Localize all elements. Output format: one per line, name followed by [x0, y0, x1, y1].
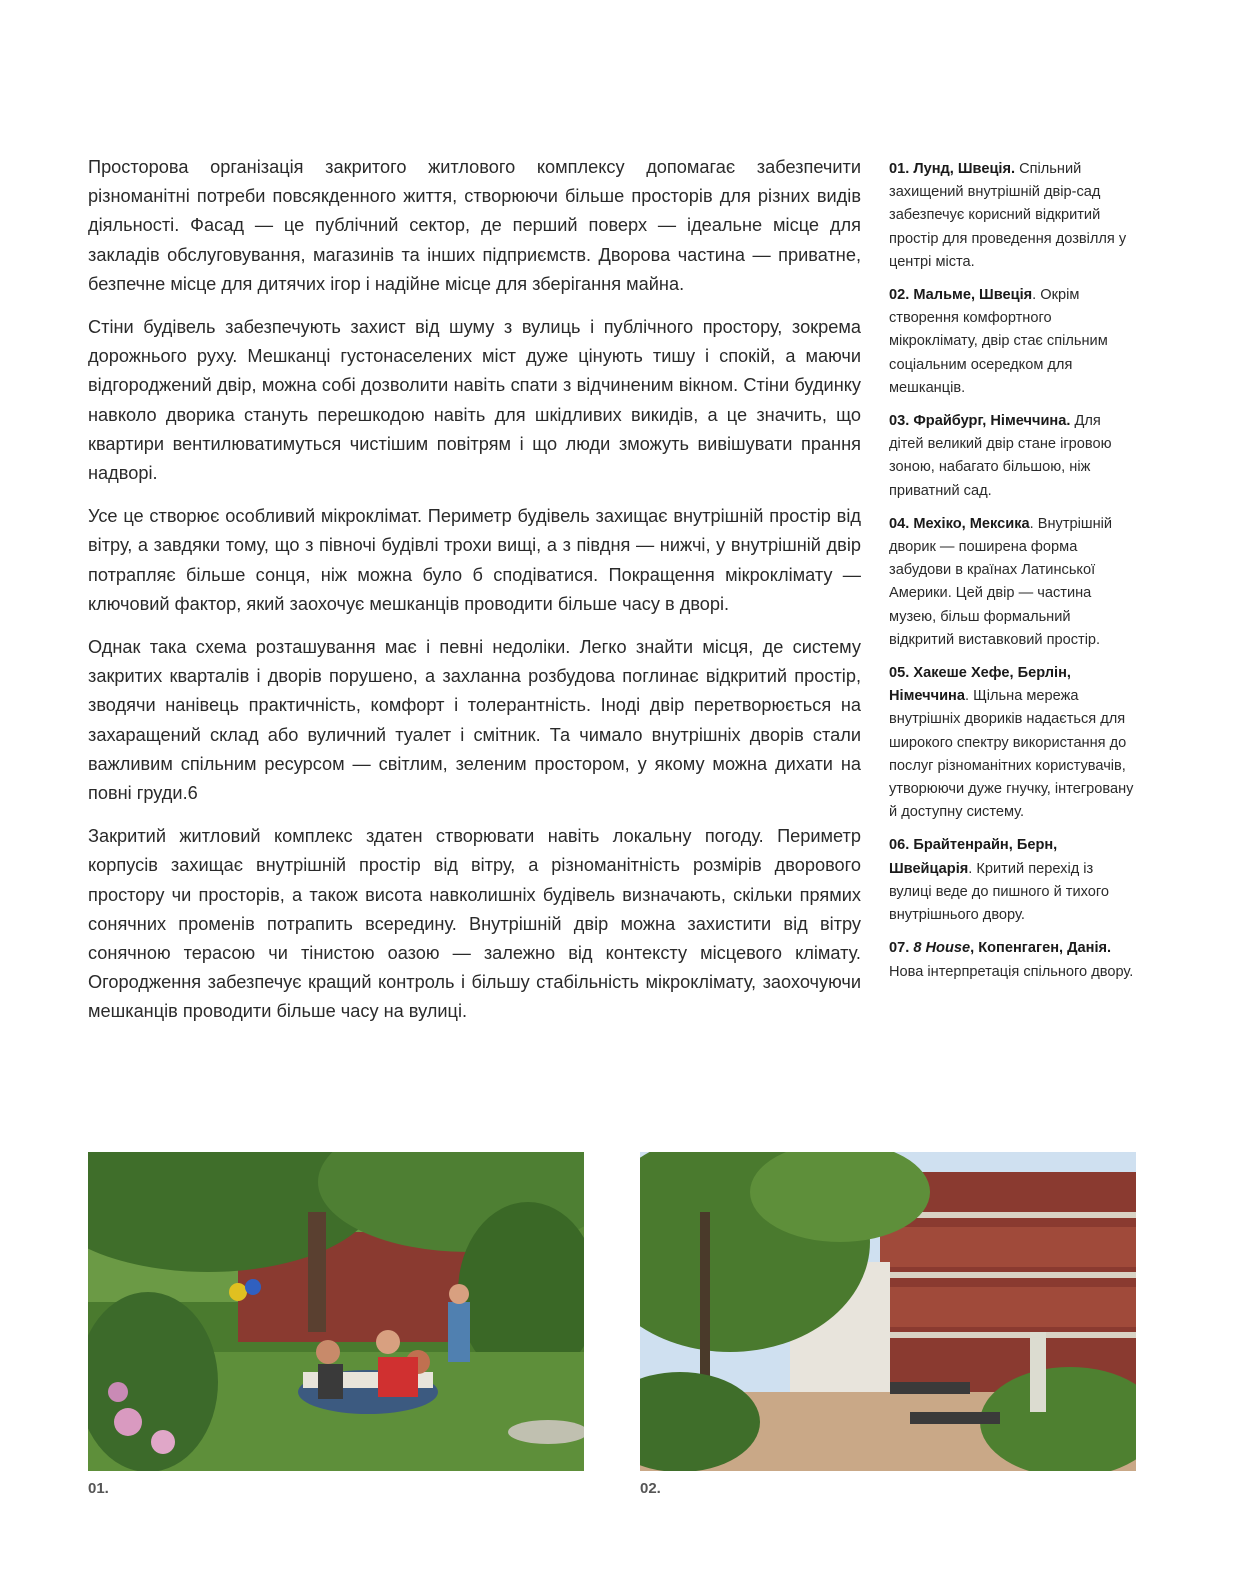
main-article [88, 153, 861, 1041]
note-title: 03. Фрайбург, Німеччина. [889, 413, 1071, 430]
note-title-rest: , Копенгаген, Данія. [970, 940, 1112, 957]
caption-01: 01. [88, 1480, 109, 1497]
note-title: 01. Лунд, Швеція. [889, 161, 1016, 177]
paragraph: Усе це створює особливий мікроклімат. Периметр будівель захищає внутрішній простір від вітру, а завдяки тому, що з півночі будівлі трохи вищі, а з півдня — нижчі, у внутрішній двір потрапляє більше сонця, ніж можна було б сподіватися. Покращення мікроклімату — ключовий фактор, який заохочує мешканців проводити більше часу в дворі. [88, 506, 861, 614]
note-06 [889, 834, 1137, 927]
paragraph: Закритий житловий комплекс здатен створювати навіть локальну погоду. Периметр корпусів захищає внутрішній простір від вітру, а різноманітність розмірів дворового простору чи просторів, а також висота навколишніх будівель визначають, скільки прямих сонячних променів потрапить всередину. Внутрішній двір можна захистити від вітру сонячною терасою чи тінистою оазою — залежно від контексту місцевого клімату. Огородження забезпечує кращий контроль і більшу стабільність мікроклімату, заохочуючи мешканців проводити більше часу на вулиці. [88, 826, 861, 1022]
photo-garden-party [88, 1152, 584, 1471]
note-title-italic: 8 House [913, 940, 971, 957]
note-04 [889, 513, 1137, 652]
note-text: . Критий перехід із вулиці веде до пишного й тихого внутрішнього двору. [889, 860, 1110, 924]
note-text: Спільний захищений внутрішній двір-сад забезпечує корисний відкритий простір для проведення дозвілля у центрі міста. [889, 161, 1127, 270]
note-title: 02. Мальме, Швеція [889, 287, 1033, 304]
photo-notes [889, 158, 1137, 994]
caption-02: 02. [640, 1480, 661, 1497]
garden-party-image [88, 1152, 584, 1471]
note-07 [889, 937, 1137, 983]
note-text: . Внутрішній дворик — поширена форма забудови в країнах Латинської Америки. Цей двір — частина музею, більш формальний відкритий виставковий простір. [889, 515, 1113, 648]
note-title: 04. Мехіко, Мексика [889, 515, 1030, 532]
paragraph: Однак така схема розташування має і певні недоліки. Легко знайти місця, де систему закритих кварталів і дворів порушено, а захланна розбудова поглинає відкритий простір, зводячи нанівець практичність, комфорт і толерантність. Іноді двір перетворюється на захаращений склад або вуличний туалет і смітник. Та чимало внутрішніх дворів стали важливим спільним ресурсом — світлим, зеленим простором, у якому можна дихати на повні груди.6 [88, 637, 861, 804]
note-text: . Окрім створення комфортного мікроклімату, двір стає спільним соціальним осередком для мешканців. [889, 287, 1108, 396]
note-03 [889, 410, 1137, 503]
note-05 [889, 662, 1137, 824]
note-text: Для дітей великий двір стане ігровою зоною, набагато більшою, ніж приватний сад. [889, 413, 1112, 499]
note-text: Нова інтерпретація спільного двору. [889, 963, 1134, 980]
courtyard-image [640, 1152, 1136, 1471]
note-title: 06. Брайтенрайн, Берн, Швейцарія [889, 837, 1058, 877]
note-title-number: 07. [889, 940, 914, 957]
note-title [889, 940, 1111, 956]
note-text: . Щільна мережа внутрішніх двориків надається для широкого спектру використання до послуг різноманітних користувачів, утворюючи дуже гнучку, інтегровану й доступну систему. [889, 688, 1134, 821]
photo-courtyard [640, 1152, 1136, 1471]
paragraph: Стіни будівель забезпечують захист від шуму з вулиць і публічного простору, зокрема дорожнього руху. Мешканці густонаселених міст дуже цінують тишу і спокій, а маючи відгороджений двір, можна собі дозволити навіть спати з відчиненим вікном. Стіни будинку навколо дворика стануть перешкодою навіть для шкідливих викидів, а це значить, що квартири вентилюватимуться чистішим повітрям і що люди зможуть вивішувати прання надворі. [88, 317, 861, 484]
note-title: 05. Хакеше Хефе, Берлін, Німеччина [889, 665, 1071, 705]
note-01 [889, 158, 1137, 274]
paragraph: Просторова організація закритого житлового комплексу допомагає забезпечити різноманітні потреби повсякденного життя, створюючи більше просторів для різних видів діяльності. Фасад — це публічний сектор, де перший поверх — ідеальне місце для закладів обслуговування, магазинів та інших підприємств. Дворова частина — приватне, безпечне місце для дитячих ігор і надійне місце для зберігання майна. [88, 157, 861, 294]
note-02 [889, 284, 1137, 400]
